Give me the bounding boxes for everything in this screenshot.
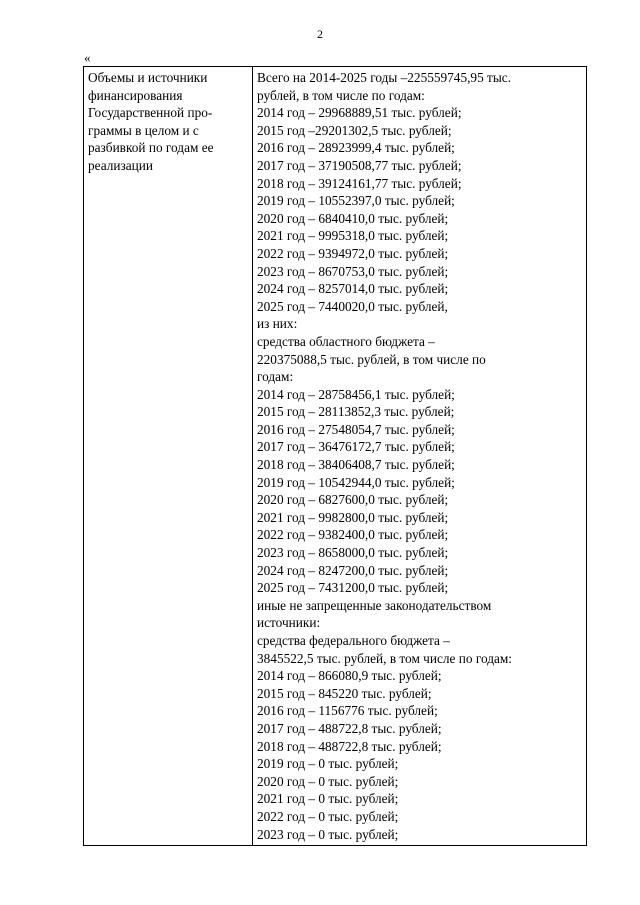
funding-line: 2023 год – 0 тыс. рублей; bbox=[257, 826, 399, 842]
funding-line: 2024 год – 8257014,0 тыс. рублей; bbox=[257, 281, 449, 297]
funding-line: 2023 год – 8658000,0 тыс. рублей; bbox=[257, 545, 449, 561]
funding-line: 2019 год – 10542944,0 тыс. рублей; bbox=[257, 474, 455, 490]
table-row bbox=[84, 67, 587, 846]
funding-line: 2021 год – 9982800,0 тыс. рублей; bbox=[257, 509, 449, 525]
funding-line: рублей, в том числе по годам: bbox=[257, 87, 425, 103]
funding-line: 2020 год – 6840410,0 тыс. рублей; bbox=[257, 210, 449, 226]
row-label-cell bbox=[84, 67, 253, 846]
funding-line: 2025 год – 7431200,0 тыс. рублей; bbox=[257, 580, 449, 596]
funding-line: 2017 год – 488722,8 тыс. рублей; bbox=[257, 720, 442, 736]
funding-line: 2017 год – 37190508,77 тыс. рублей; bbox=[257, 157, 462, 173]
funding-line: 220375088,5 тыс. рублей, в том числе по bbox=[257, 351, 486, 367]
funding-line: 2022 год – 9382400,0 тыс. рублей; bbox=[257, 527, 449, 543]
funding-line: 2018 год – 488722,8 тыс. рублей; bbox=[257, 738, 442, 754]
funding-line: Всего на 2014-2025 годы –225559745,95 тыс. bbox=[257, 70, 512, 85]
funding-line: 2020 год – 0 тыс. рублей; bbox=[257, 773, 399, 789]
funding-line: 2022 год – 0 тыс. рублей; bbox=[257, 808, 399, 824]
funding-line: 2018 год – 39124161,77 тыс. рублей; bbox=[257, 175, 462, 191]
funding-line: 2016 год – 28923999,4 тыс. рублей; bbox=[257, 140, 455, 156]
opening-quote: « bbox=[84, 50, 91, 65]
funding-line: 2015 год – 28113852,3 тыс. рублей; bbox=[257, 404, 455, 420]
page-number: 2 bbox=[317, 27, 323, 41]
funding-line: 2016 год – 1156776 тыс. рублей; bbox=[257, 703, 438, 719]
funding-line: 2019 год – 10552397,0 тыс. рублей; bbox=[257, 193, 455, 209]
funding-line: 2021 год – 0 тыс. рублей; bbox=[257, 791, 399, 807]
funding-line: 2022 год – 9394972,0 тыс. рублей; bbox=[257, 245, 449, 261]
row-value-cell bbox=[253, 67, 587, 846]
funding-line: из них: bbox=[257, 316, 298, 332]
funding-line: иные не запрещенные законодательством bbox=[257, 597, 492, 613]
funding-line: 2014 год – 29968889,51 тыс. рублей; bbox=[257, 105, 462, 121]
funding-line: 2021 год – 9995318,0 тыс. рублей; bbox=[257, 228, 449, 244]
passport-table bbox=[83, 66, 587, 846]
funding-line: средства областного бюджета – bbox=[257, 333, 435, 349]
funding-line: 2023 год – 8670753,0 тыс. рублей; bbox=[257, 263, 449, 279]
funding-line: 2016 год – 27548054,7 тыс. рублей; bbox=[257, 421, 455, 437]
funding-line: источники: bbox=[257, 615, 321, 631]
funding-line: 2018 год – 38406408,7 тыс. рублей; bbox=[257, 457, 455, 473]
funding-line: 2014 год – 28758456,1 тыс. рублей; bbox=[257, 386, 455, 402]
funding-line: 2014 год – 866080,9 тыс. рублей; bbox=[257, 668, 442, 684]
funding-line: 2015 год – 845220 тыс. рублей; bbox=[257, 685, 432, 701]
funding-line: 2025 год – 7440020,0 тыс. рублей, bbox=[257, 298, 448, 314]
funding-line: 2019 год – 0 тыс. рублей; bbox=[257, 756, 399, 772]
funding-line: 3845522,5 тыс. рублей, в том числе по годам: bbox=[257, 650, 513, 666]
row-label: Объемы и источники финансирования Государственной про-граммы в целом и с разбивкой по годам ее реализации bbox=[88, 70, 214, 173]
funding-line: 2015 год –29201302,5 тыс. рублей; bbox=[257, 122, 452, 138]
funding-line: 2020 год – 6827600,0 тыс. рублей; bbox=[257, 492, 449, 508]
funding-line: 2017 год – 36476172,7 тыс. рублей; bbox=[257, 439, 455, 455]
funding-line: 2024 год – 8247200,0 тыс. рублей; bbox=[257, 562, 449, 578]
funding-line: годам: bbox=[257, 369, 294, 385]
funding-line: средства федерального бюджета – bbox=[257, 633, 450, 648]
